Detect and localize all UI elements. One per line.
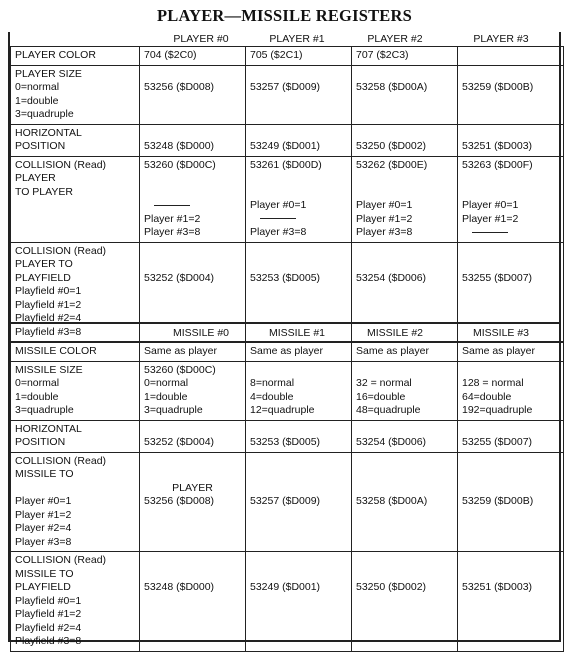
label-line: Player #1=2 bbox=[15, 508, 72, 521]
player-cell-0 bbox=[140, 124, 246, 156]
cell-value: Player #0=1 bbox=[462, 199, 519, 211]
label-line: 1=double bbox=[15, 94, 59, 107]
missile-row bbox=[11, 343, 564, 362]
player-cell-1 bbox=[246, 65, 352, 124]
cell-value bbox=[144, 68, 241, 82]
missile-cell-0 bbox=[140, 452, 246, 552]
missile-cell-3 bbox=[458, 343, 564, 362]
cell-value: 53260 ($D00C) bbox=[144, 363, 216, 376]
cell-value bbox=[250, 68, 347, 82]
cell-value bbox=[356, 172, 453, 186]
missile-cell-1 bbox=[246, 420, 352, 452]
player-cell-1 bbox=[246, 156, 352, 242]
cell-value bbox=[462, 568, 559, 582]
cell-value: 53249 ($D001) bbox=[250, 581, 321, 593]
cell-value: 53259 ($D00B) bbox=[462, 81, 534, 93]
cell-value bbox=[250, 455, 347, 469]
cell-value bbox=[144, 186, 241, 200]
cell-value: 53253 ($D005) bbox=[250, 436, 321, 448]
cell-value: 53251 ($D003) bbox=[462, 581, 533, 593]
missile-cell-2 bbox=[352, 420, 458, 452]
missile-header-2: MISSILE #2 bbox=[366, 327, 424, 339]
cell-value: 32 = normal bbox=[356, 377, 412, 389]
cell-value: 192=quadruple bbox=[462, 404, 533, 416]
missile-cell-2 bbox=[352, 343, 458, 362]
cell-value: Player #1=2 bbox=[356, 212, 413, 225]
cell-value bbox=[250, 468, 347, 482]
label-line: TO PLAYER bbox=[15, 185, 73, 198]
cell-value bbox=[356, 568, 453, 582]
player-header-3: PLAYER #3 bbox=[473, 33, 529, 45]
cell-value: 128 = normal bbox=[462, 377, 524, 389]
cell-value: 53257 ($D009) bbox=[250, 81, 321, 93]
missile-cell-1 bbox=[246, 361, 352, 420]
player-row bbox=[11, 156, 564, 242]
cell-value: 53263 ($D00F) bbox=[462, 158, 533, 171]
cell-value: Player #3=8 bbox=[250, 226, 307, 238]
cell-value bbox=[462, 364, 559, 378]
player-cell-0 bbox=[140, 65, 246, 124]
cell-value bbox=[356, 554, 453, 568]
cell-value: 53250 ($D002) bbox=[356, 581, 427, 593]
cell-value bbox=[356, 258, 453, 272]
cell-value: 53254 ($D006) bbox=[356, 436, 427, 448]
cell-value bbox=[462, 68, 559, 82]
label-line: COLLISION (Read) bbox=[15, 244, 107, 257]
cell-value: 53252 ($D004) bbox=[144, 436, 215, 448]
label-line: HORIZONTAL bbox=[15, 126, 82, 139]
label-line bbox=[15, 482, 135, 496]
missile-cell-3 bbox=[458, 452, 564, 552]
cell-value: 53248 ($D000) bbox=[144, 581, 215, 593]
label-line: COLLISION (Read) bbox=[15, 454, 107, 467]
cell-value: 3=quadruple bbox=[144, 404, 203, 416]
label-line: MISSILE TO bbox=[15, 468, 74, 480]
cell-value bbox=[250, 186, 347, 200]
no-self-collision-dash bbox=[144, 199, 241, 213]
cell-value bbox=[250, 172, 347, 186]
cell-value: 53255 ($D007) bbox=[462, 436, 533, 448]
cell-value: Player #1=2 bbox=[462, 212, 519, 225]
cell-value: 53258 ($D00A) bbox=[356, 495, 428, 507]
player-row-label bbox=[11, 156, 140, 242]
cell-value bbox=[356, 364, 453, 378]
missile-cell-2 bbox=[352, 452, 458, 552]
label-line: POSITION bbox=[15, 436, 66, 448]
cell-value bbox=[144, 258, 241, 272]
cell-value bbox=[462, 49, 559, 63]
label-line: PLAYFIELD bbox=[15, 581, 71, 593]
missile-header-row bbox=[10, 326, 559, 340]
cell-value: 53259 ($D00B) bbox=[462, 495, 534, 507]
cell-value: 1=double bbox=[144, 390, 188, 403]
missile-cell-1 bbox=[246, 452, 352, 552]
missile-header-1: MISSILE #1 bbox=[268, 327, 326, 339]
register-sheet bbox=[8, 32, 561, 647]
cell-value bbox=[356, 482, 453, 496]
label-line: Player #2=4 bbox=[15, 522, 72, 534]
player-cell-2 bbox=[352, 65, 458, 124]
label-line: 0=normal bbox=[15, 377, 60, 389]
cell-value: 53251 ($D003) bbox=[462, 140, 533, 152]
label-line: Playfield #3=8 bbox=[15, 635, 82, 647]
label-line: 3=quadruple bbox=[15, 404, 74, 416]
label-line: MISSILE SIZE bbox=[15, 363, 83, 376]
cell-value bbox=[144, 127, 241, 141]
label-line: Playfield #1=2 bbox=[15, 298, 82, 311]
no-self-collision-dash bbox=[250, 213, 347, 227]
missile-row-label bbox=[11, 552, 140, 652]
player-cell-3 bbox=[458, 47, 564, 66]
cell-value bbox=[144, 172, 241, 186]
cell-value: 53255 ($D007) bbox=[462, 271, 533, 284]
missile-cell-3 bbox=[458, 552, 564, 652]
label-line: PLAYER COLOR bbox=[15, 49, 96, 61]
player-header-2: PLAYER #2 bbox=[367, 33, 423, 45]
label-line: PLAYER bbox=[15, 172, 56, 184]
cell-value: 48=quadruple bbox=[356, 404, 421, 416]
cell-value bbox=[356, 423, 453, 437]
player-cell-2 bbox=[352, 156, 458, 242]
cell-value: Player #0=1 bbox=[356, 199, 413, 211]
player-cell-1 bbox=[246, 124, 352, 156]
cell-value bbox=[462, 258, 559, 272]
cell-value: 64=double bbox=[462, 390, 512, 403]
missile-row bbox=[11, 452, 564, 552]
cell-value bbox=[462, 455, 559, 469]
missile-cell-3 bbox=[458, 420, 564, 452]
cell-value bbox=[250, 127, 347, 141]
player-row-label bbox=[11, 47, 140, 66]
missile-cell-1 bbox=[246, 343, 352, 362]
missile-row-label bbox=[11, 452, 140, 552]
cell-value: 53260 ($D00C) bbox=[144, 158, 216, 171]
cell-value bbox=[144, 468, 241, 482]
cell-value bbox=[462, 554, 559, 568]
label-line: HORIZONTAL bbox=[15, 422, 82, 435]
player-row-label bbox=[11, 65, 140, 124]
player-row bbox=[11, 47, 564, 66]
player-cell-1 bbox=[246, 47, 352, 66]
missile-cell-0 bbox=[140, 361, 246, 420]
label-line: Playfield #0=1 bbox=[15, 285, 82, 297]
missile-cell-3 bbox=[458, 361, 564, 420]
cell-value: 53256 ($D008) bbox=[144, 81, 215, 93]
missile-header-0: MISSILE #0 bbox=[172, 327, 230, 339]
cell-value bbox=[144, 568, 241, 582]
missile-cell-0 bbox=[140, 552, 246, 652]
cell-value bbox=[462, 172, 559, 186]
label-line: Playfield #2=4 bbox=[15, 621, 82, 634]
label-line: MISSILE COLOR bbox=[15, 345, 97, 357]
cell-value: Same as player bbox=[356, 345, 429, 357]
label-line: Playfield #1=2 bbox=[15, 608, 82, 620]
cell-value: 53249 ($D001) bbox=[250, 140, 321, 152]
player-cell-2 bbox=[352, 124, 458, 156]
cell-value: 53253 ($D005) bbox=[250, 271, 321, 284]
cell-value: 705 ($2C1) bbox=[250, 49, 303, 61]
cell-value: 53261 ($D00D) bbox=[250, 158, 322, 171]
label-line: PLAYFIELD bbox=[15, 271, 71, 284]
cell-value bbox=[250, 423, 347, 437]
missile-row bbox=[11, 361, 564, 420]
cell-value: 0=normal bbox=[144, 377, 189, 389]
label-line: 0=normal bbox=[15, 81, 60, 93]
cell-value: 53250 ($D002) bbox=[356, 140, 427, 152]
player-cell-0 bbox=[140, 156, 246, 242]
missile-cell-2 bbox=[352, 361, 458, 420]
label-line: Playfield #2=4 bbox=[15, 312, 82, 324]
missile-cell-1 bbox=[246, 552, 352, 652]
cell-value bbox=[250, 482, 347, 496]
cell-value bbox=[144, 423, 241, 437]
cell-value bbox=[356, 186, 453, 200]
cell-value: 4=double bbox=[250, 390, 294, 403]
label-line: COLLISION (Read) bbox=[15, 554, 107, 566]
cell-value bbox=[144, 554, 241, 568]
cell-value: 12=quadruple bbox=[250, 404, 315, 416]
missile-row-label bbox=[11, 420, 140, 452]
label-line: PLAYER TO bbox=[15, 258, 73, 270]
missile-row bbox=[11, 552, 564, 652]
cell-value: 53257 ($D009) bbox=[250, 495, 321, 507]
player-header-row bbox=[10, 32, 559, 46]
cell-value: 53254 ($D006) bbox=[356, 271, 427, 284]
cell-value: 53252 ($D004) bbox=[144, 271, 215, 284]
cell-value bbox=[250, 568, 347, 582]
player-cell-3 bbox=[458, 156, 564, 242]
missile-register-table bbox=[10, 342, 564, 652]
player-row bbox=[11, 65, 564, 124]
cell-value: 16=double bbox=[356, 390, 406, 403]
cell-value bbox=[462, 186, 559, 200]
missile-cell-0 bbox=[140, 343, 246, 362]
cell-value bbox=[356, 455, 453, 469]
cell-value bbox=[462, 482, 559, 496]
cell-value bbox=[250, 554, 347, 568]
player-row-label bbox=[11, 124, 140, 156]
cell-value bbox=[356, 245, 453, 259]
label-line: 3=quadruple bbox=[15, 108, 74, 120]
cell-value: Player #3=8 bbox=[356, 226, 413, 238]
player-cell-0 bbox=[140, 47, 246, 66]
cell-value bbox=[356, 127, 453, 141]
label-line: MISSILE TO bbox=[15, 567, 74, 580]
missile-cell-2 bbox=[352, 552, 458, 652]
player-header-1: PLAYER #1 bbox=[269, 33, 325, 45]
cell-value bbox=[356, 468, 453, 482]
cell-value: Same as player bbox=[144, 345, 217, 357]
cell-value: 8=normal bbox=[250, 377, 295, 389]
label-line: 1=double bbox=[15, 390, 59, 403]
cell-value: 53262 ($D00E) bbox=[356, 158, 428, 171]
player-register-table bbox=[10, 46, 564, 342]
cell-value bbox=[250, 364, 347, 378]
label-line: Player #0=1 bbox=[15, 495, 72, 507]
cell-value: PLAYER bbox=[172, 481, 213, 494]
cell-value bbox=[462, 468, 559, 482]
cell-value bbox=[144, 455, 241, 469]
cell-value: 53258 ($D00A) bbox=[356, 81, 428, 93]
cell-value: Same as player bbox=[250, 345, 323, 357]
cell-value: 707 ($2C3) bbox=[356, 49, 409, 61]
label-line: POSITION bbox=[15, 140, 66, 152]
missile-cell-0 bbox=[140, 420, 246, 452]
player-cell-2 bbox=[352, 47, 458, 66]
cell-value: 704 ($2C0) bbox=[144, 49, 197, 61]
cell-value: 53256 ($D008) bbox=[144, 495, 215, 507]
cell-value: Player #0=1 bbox=[250, 199, 307, 211]
player-row bbox=[11, 124, 564, 156]
missile-row-label bbox=[11, 361, 140, 420]
label-line: Player #3=8 bbox=[15, 535, 72, 548]
missile-row bbox=[11, 420, 564, 452]
player-header-0: PLAYER #0 bbox=[173, 33, 229, 45]
cell-value: Player #3=8 bbox=[144, 226, 201, 238]
cell-value bbox=[250, 258, 347, 272]
player-cell-3 bbox=[458, 65, 564, 124]
section-divider bbox=[10, 322, 559, 324]
missile-row-label bbox=[11, 343, 140, 362]
cell-value bbox=[144, 245, 241, 259]
cell-value bbox=[356, 68, 453, 82]
cell-value bbox=[462, 423, 559, 437]
cell-value: Player #1=2 bbox=[144, 212, 201, 225]
cell-value: Same as player bbox=[462, 345, 535, 357]
cell-value bbox=[250, 245, 347, 259]
label-line: Playfield #0=1 bbox=[15, 594, 82, 607]
cell-value bbox=[462, 245, 559, 259]
player-cell-3 bbox=[458, 124, 564, 156]
no-self-collision-dash bbox=[462, 226, 559, 240]
cell-value bbox=[462, 127, 559, 141]
missile-header-3: MISSILE #3 bbox=[472, 327, 530, 339]
label-line: Playfield #3=8 bbox=[15, 325, 82, 338]
cell-value: 53248 ($D000) bbox=[144, 140, 215, 152]
label-line: COLLISION (Read) bbox=[15, 158, 107, 171]
page-title: PLAYER—MISSILE REGISTERS bbox=[157, 6, 412, 25]
label-line: PLAYER SIZE bbox=[15, 67, 82, 80]
